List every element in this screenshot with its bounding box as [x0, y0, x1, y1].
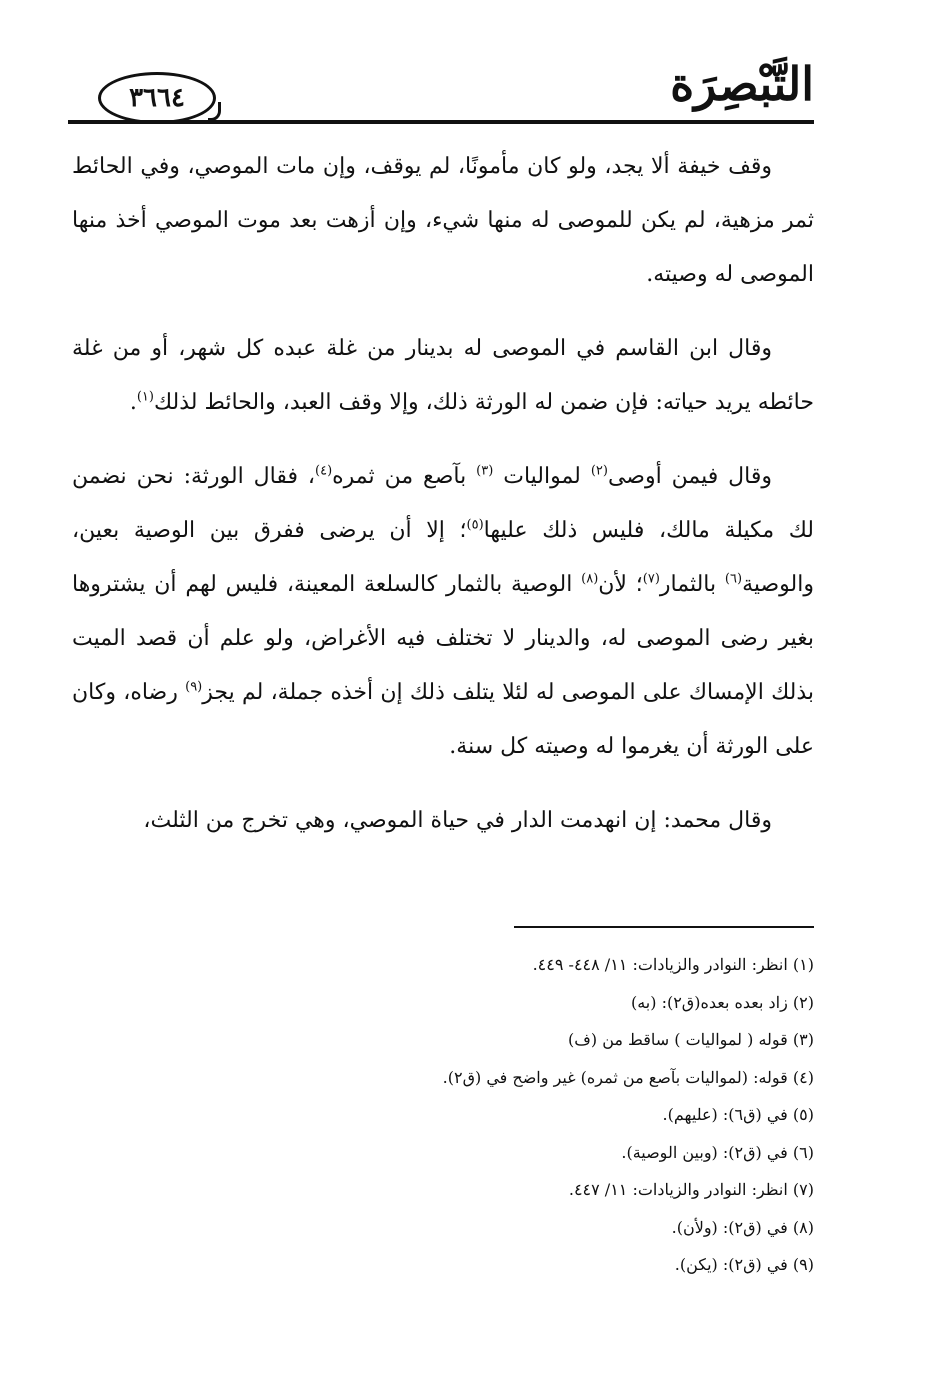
paragraph-2: [72, 322, 814, 430]
footnote-ref-4[interactable]: (٤): [315, 463, 333, 479]
footnote-ref-6[interactable]: (٦): [724, 571, 743, 587]
footnote-separator: [514, 926, 814, 928]
page-number: ٣٦٦٤: [129, 83, 185, 113]
paragraph-4-text: وقال محمد: إن انهدمت الدار في حياة الموصي، وهي تخرج من الثلث،: [143, 808, 772, 833]
paragraph-3-text-h: الوصية بالثمار كالسلعة المعينة، فليس لهم أن يشتروها بغير رضى الموصى له، والدينار لا تختلف فيه الأغراض، ولو علم أن قصد الميت بذلك الإمساك على الموصى له لئلا يتلف ذلك إن أخذه جملة، لم يجز: [72, 572, 814, 705]
footnotes: [174, 946, 814, 1284]
paragraph-3-text-f: بالثمار: [659, 572, 725, 597]
paragraph-3-text-e: ؛ إلا أن يرضى ففرق بين الوصية بعين، والوصية: [72, 518, 814, 597]
paragraph-2-end: .: [129, 390, 137, 415]
paragraph-1: [72, 140, 814, 302]
paragraph-3-text-a: وقال فيمن أوصى: [607, 464, 772, 489]
paragraph-3-text-b: لمواليات: [493, 464, 591, 489]
header-rule: [68, 120, 814, 124]
paragraph-1-text: وقف خيفة ألا يجد، ولو كان مأمونًا، لم يوقف، وإن مات الموصي، وفي الحائط ثمر مزهية، لم يكن للموصى له منها شيء، وإن أزهت بعد موت الموصي أخذ منها الموصى له وصيته.: [72, 154, 814, 287]
paragraph-3-text-g: ؛ لأن: [598, 572, 643, 597]
footnote-1: (١) انظر: النوادر والزيادات: ١١/ ٤٤٨- ٤٤٩.: [532, 955, 814, 974]
footnote-ref-8[interactable]: (٨): [581, 571, 599, 587]
footnote-7: (٧) انظر: النوادر والزيادات: ١١/ ٤٤٧.: [568, 1180, 814, 1199]
paragraph-3-text-c: بآصع من ثمره: [332, 464, 477, 489]
footnote-ref-9[interactable]: (٩): [185, 679, 203, 695]
paragraph-3-text-d: ، فقال الورثة: نحن نضمن لك مكيلة مالك، فليس ذلك عليها: [72, 464, 814, 543]
footnote-5: (٥) في (ق٦): (عليهم).: [662, 1105, 814, 1124]
footnote-4: (٤) قوله: (لمواليات بآصع من ثمره) غير واضح في (ق٢).: [442, 1067, 814, 1087]
paragraph-3-text-i: رضاه، وكان على الورثة أن يغرموا له وصيته كل سنة.: [72, 680, 814, 759]
footnote-2: (٢) زاد بعده بعده(ق٢): (به): [630, 992, 814, 1012]
footnote-ref-1[interactable]: (١): [136, 389, 154, 405]
badge-ornament: [208, 102, 221, 121]
page-number-badge: [98, 72, 216, 124]
footnote-9: (٩) في (ق٢): (يكن).: [674, 1255, 814, 1274]
footnote-8: (٨) في (ق٢): (ولأن).: [671, 1217, 814, 1237]
footnote-6: (٦) في (ق٢): (وبين الوصية).: [621, 1142, 814, 1162]
footnote-ref-5[interactable]: (٥): [466, 517, 484, 533]
main-text: [72, 140, 814, 868]
paragraph-2-text: وقال ابن القاسم في الموصى له بدينار من غلة عبده كل شهر، أو من غلة حائطه يريد حياته: فإن ضمن له الورثة ذلك، وإلا وقف العبد، والحائط لذلك: [72, 336, 814, 415]
footnote-3: (٣) قوله ( لمواليات ) ساقط من (ف): [568, 1030, 814, 1049]
paragraph-4: [72, 794, 814, 848]
page-header: [68, 54, 814, 132]
paragraph-3: [72, 450, 814, 774]
footnote-ref-3[interactable]: (٣): [476, 463, 494, 479]
footnote-ref-2[interactable]: (٢): [590, 463, 608, 479]
footnote-ref-7[interactable]: (٧): [642, 571, 660, 587]
book-title: التَّبْصِرَة: [670, 57, 814, 111]
